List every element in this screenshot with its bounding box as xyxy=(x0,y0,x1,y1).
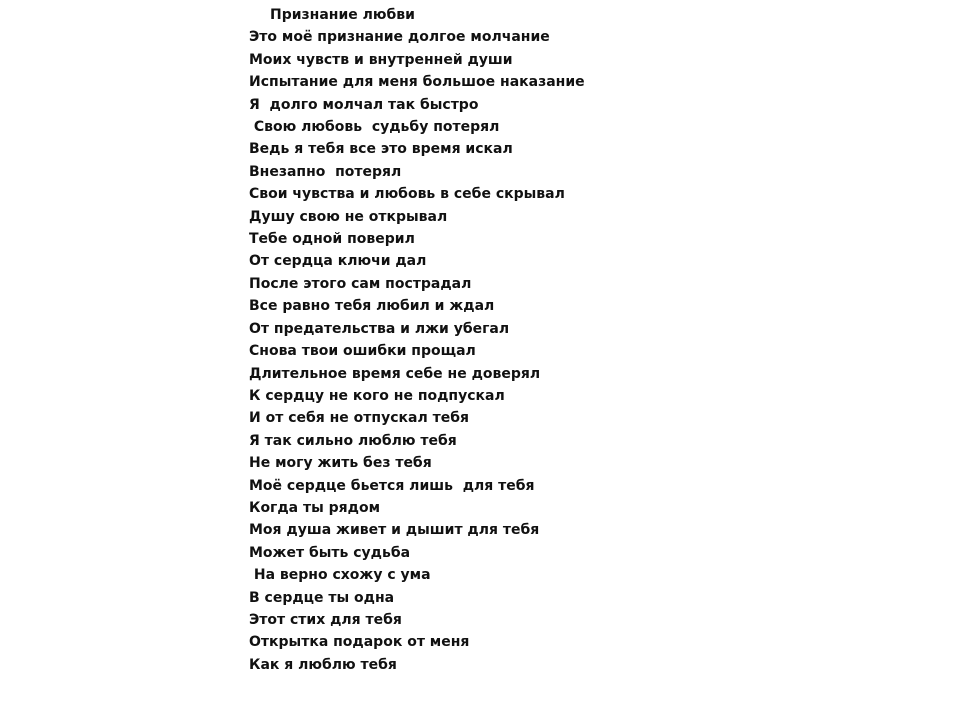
poem-line: В сердце ты одна xyxy=(249,589,395,606)
poem-line: Длительное время себе не доверял xyxy=(249,365,541,382)
poem-line: Свою любовь судьбу потерял xyxy=(249,119,500,136)
poem-line: Тебе одной поверил xyxy=(249,231,415,248)
poem-line: К сердцу не кого не подпускал xyxy=(249,387,505,404)
poem-line: Это моё признание долгое молчание xyxy=(249,29,550,46)
poem-line: Моё сердце бьется лишь для тебя xyxy=(249,477,535,494)
poem-line: И от себя не отпускал тебя xyxy=(249,410,469,427)
poem-line: Моя душа живет и дышит для тебя xyxy=(249,522,540,539)
poem-line: Моих чувств и внутренней души xyxy=(249,51,513,68)
poem-line: Испытание для меня большое наказание xyxy=(249,74,585,91)
poem-line: Свои чувства и любовь в себе скрывал xyxy=(249,186,565,203)
poem-line: Снова твои ошибки прощал xyxy=(249,343,476,360)
poem-line: Ведь я тебя все это время искал xyxy=(249,141,513,158)
poem-line: Открытка подарок от меня xyxy=(249,634,470,651)
poem-line: Может быть судьба xyxy=(249,544,411,561)
poem-line: После этого сам пострадал xyxy=(249,275,472,292)
poem-title: Признание любви xyxy=(270,7,415,23)
poem-line: Этот стих для тебя xyxy=(249,611,402,628)
poem-text-block xyxy=(249,4,585,676)
poem-line: От сердца ключи дал xyxy=(249,253,427,270)
poem-line: Как я люблю тебя xyxy=(249,656,397,673)
poem-line: Когда ты рядом xyxy=(249,499,381,516)
poem-line: От предательства и лжи убегал xyxy=(249,320,510,337)
poem-line: На верно схожу с ума xyxy=(249,567,431,584)
poem-line: Я так сильно люблю тебя xyxy=(249,432,457,449)
poem-line: Все равно тебя любил и ждал xyxy=(249,298,495,315)
poem-line: Душу свою не открывал xyxy=(249,208,448,225)
poem-line: Внезапно потерял xyxy=(249,163,402,180)
poem-line: Я долго молчал так быстро xyxy=(249,96,479,113)
poem-line: Не могу жить без тебя xyxy=(249,455,432,472)
